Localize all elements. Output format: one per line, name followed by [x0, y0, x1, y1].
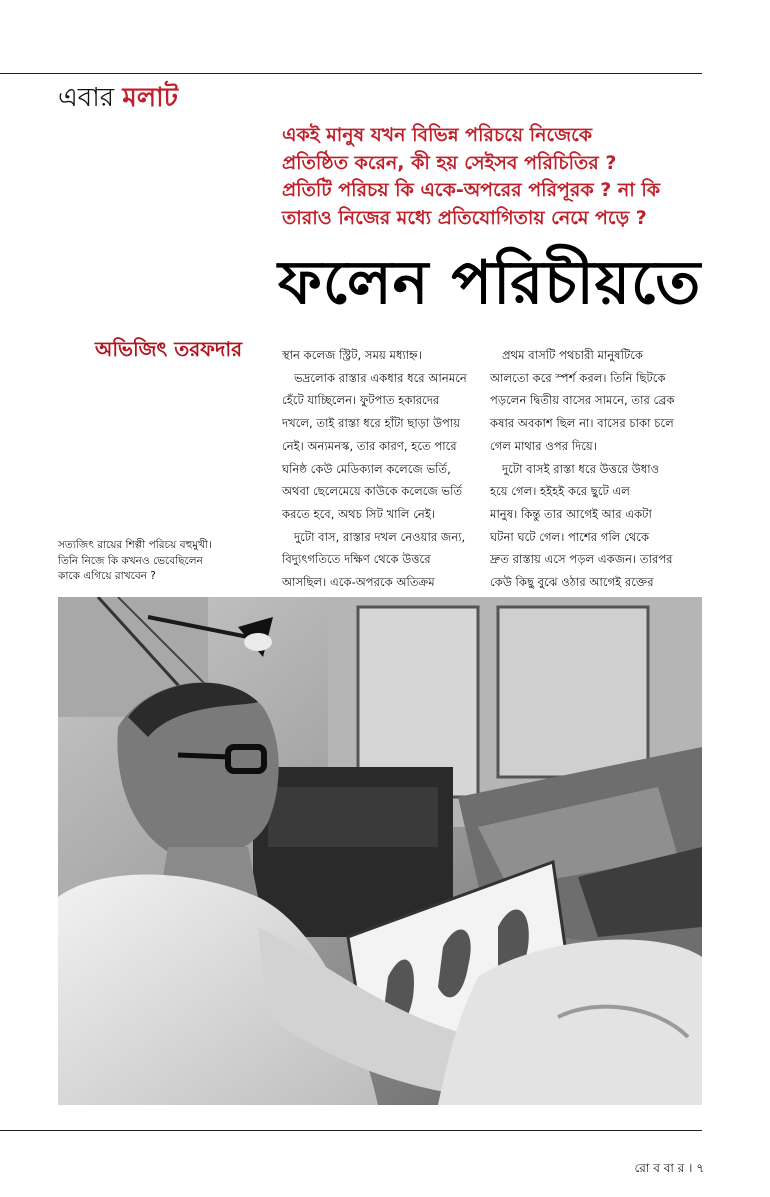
top-rule — [0, 73, 702, 74]
byline: অভিজিৎ তরফদার — [95, 337, 243, 361]
body-line: করতে হবে, অথচ সিট খালি নেই। — [282, 506, 435, 521]
standfirst-line: প্রতিটি পরিচয় কি একে-অপরের পরিপূরক ? না কি — [282, 179, 661, 201]
body-line: আসছিল। একে-অপরকে অতিক্রম — [282, 575, 435, 590]
body-line: নেই। অন্যমনস্ক, তার কারণ, হতে পারে — [282, 438, 457, 453]
caption-line: সত্যজিৎ রায়ের শিল্পী পরিচয় বহুমুখী। — [58, 539, 212, 551]
body-line: ঘনিষ্ঠ কেউ মেডিক্যাল কলেজে ভর্তি, — [282, 461, 451, 476]
body-line: ভদ্রলোক রাস্তার একধার ধরে আনমনে — [294, 370, 467, 385]
standfirst-line: একই মানুষ যখন বিভিন্ন পরিচয়ে নিজেকে — [282, 124, 592, 146]
body-line: মানুষ। কিন্তু তার আগেই আর একটা — [490, 506, 652, 521]
body-line: ঘটনা ঘটে গেল। পাশের গলি থেকে — [490, 529, 650, 544]
standfirst-line: প্রতিষ্ঠিত করেন, কী হয় সেইসব পরিচিতির ? — [282, 151, 617, 174]
body-line: পড়লেন দ্বিতীয় বাসের সামনে, তার ব্রেক — [490, 393, 675, 408]
body-line: হয়ে গেল। হইহই করে ছুটে এল — [490, 484, 630, 499]
caption-line: তিনি নিজে কি কখনও ভেবেছিলেন — [58, 554, 203, 567]
section-label-word2: মলাট — [122, 83, 178, 113]
standfirst-line: তারাও নিজের মধ্যে প্রতিযোগিতায় নেমে পড়ে ? — [282, 206, 647, 229]
bottom-rule — [0, 1130, 702, 1131]
body-line: প্রথম বাসটি পথচারী মানুষটিকে — [502, 348, 643, 362]
body-line: গেল মাথার ওপর দিয়ে। — [490, 438, 597, 453]
cover-photo — [58, 597, 702, 1105]
body-line: দখলে, তাই রাস্তা ধরে হাঁটা ছাড়া উপায় — [282, 416, 461, 431]
page-folio: রো ব বা র । ৭ — [634, 1161, 704, 1175]
headline: ফলেন পরিচীয়তে — [278, 248, 702, 318]
body-line: কেউ কিছু বুঝে ওঠার আগেই রক্তের — [490, 575, 654, 590]
body-line: স্থান কলেজ স্ট্রিট, সময় মধ্যাহ্ন। — [282, 348, 422, 362]
body-line: দুটো বাস, রাস্তার দখল নেওয়ার জন্য, — [294, 529, 466, 544]
cover-photo-illustration — [58, 597, 702, 1105]
section-label — [58, 82, 178, 114]
body-line: হেঁটে যাচ্ছিলেন। ফুটপাত হকারদের — [282, 393, 440, 408]
body-line: বিদ্যুৎগতিতে দক্ষিণ থেকে উত্তরে — [282, 552, 431, 567]
body-line: দুটো বাসই রাস্তা ধরে উত্তরে উধাও — [502, 461, 660, 476]
body-line: দ্রুত রাস্তায় এসে পড়ল একজন। তারপর — [490, 552, 673, 567]
photo-caption — [58, 538, 258, 585]
body-line: আলতো করে স্পর্শ করল। তিনি ছিটকে — [490, 370, 666, 385]
body-line: কষার অবকাশ ছিল না। বাসের চাকা চলে — [490, 416, 674, 431]
section-label-word1: এবার — [58, 83, 115, 113]
caption-line: কাকে এগিয়ে রাখবেন ? — [58, 570, 156, 582]
standfirst — [282, 122, 702, 232]
body-line: অথবা ছেলেমেয়ে কাউকে কলেজে ভর্তি — [282, 484, 463, 499]
